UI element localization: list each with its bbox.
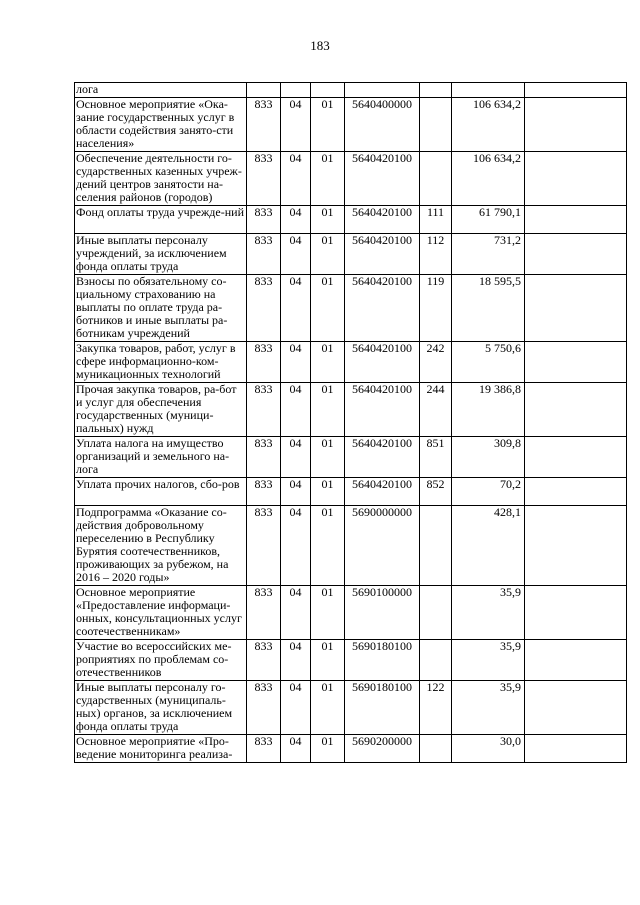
table-row (75, 506, 627, 586)
section-code: 04 (281, 234, 311, 275)
expense-type-code: 111 (420, 206, 452, 234)
chapter-code: 833 (247, 342, 281, 383)
section-code: 04 (281, 437, 311, 478)
empty-cell (525, 437, 627, 478)
table-row (75, 640, 627, 681)
empty-cell (525, 275, 627, 342)
chapter-code: 833 (247, 586, 281, 640)
target-article-code: 5640420100 (345, 383, 420, 437)
amount: 731,2 (452, 234, 525, 275)
amount: 19 386,8 (452, 383, 525, 437)
row-name: Фонд оплаты труда учрежде-ний (75, 206, 247, 234)
target-article-code: 5640420100 (345, 478, 420, 506)
subsection-code (311, 83, 345, 98)
section-code: 04 (281, 478, 311, 506)
amount: 35,9 (452, 640, 525, 681)
empty-cell (525, 478, 627, 506)
chapter-code: 833 (247, 275, 281, 342)
table-row (75, 735, 627, 763)
empty-cell (525, 342, 627, 383)
row-name: Закупка товаров, работ, услуг в сфере информационно-ком-муникационных технологий (75, 342, 247, 383)
subsection-code: 01 (311, 275, 345, 342)
table-row (75, 478, 627, 506)
empty-cell (525, 98, 627, 152)
target-article-code: 5640420100 (345, 275, 420, 342)
chapter-code: 833 (247, 735, 281, 763)
section-code: 04 (281, 506, 311, 586)
subsection-code: 01 (311, 478, 345, 506)
empty-cell (525, 735, 627, 763)
expense-type-code (420, 152, 452, 206)
amount (452, 83, 525, 98)
subsection-code: 01 (311, 437, 345, 478)
row-name: Участие во всероссийских ме-роприятиях по проблемам со-отечественников (75, 640, 247, 681)
expense-type-code (420, 506, 452, 586)
subsection-code: 01 (311, 640, 345, 681)
target-article-code: 5640420100 (345, 152, 420, 206)
target-article-code (345, 83, 420, 98)
target-article-code: 5690200000 (345, 735, 420, 763)
row-name: Подпрограмма «Оказание со-действия добровольному переселению в Республику Бурятия соотечественников, проживающих за рубежом, на 2016 – 2020 годы» (75, 506, 247, 586)
table-row (75, 98, 627, 152)
amount: 5 750,6 (452, 342, 525, 383)
empty-cell (525, 383, 627, 437)
table-row (75, 83, 627, 98)
empty-cell (525, 152, 627, 206)
table-row (75, 681, 627, 735)
expense-type-code: 119 (420, 275, 452, 342)
amount: 18 595,5 (452, 275, 525, 342)
row-name: Основное мероприятие «Про-ведение мониторинга реализа- (75, 735, 247, 763)
target-article-code: 5690100000 (345, 586, 420, 640)
section-code: 04 (281, 640, 311, 681)
section-code: 04 (281, 735, 311, 763)
expense-type-code (420, 98, 452, 152)
subsection-code: 01 (311, 206, 345, 234)
target-article-code: 5640420100 (345, 206, 420, 234)
chapter-code: 833 (247, 478, 281, 506)
subsection-code: 01 (311, 98, 345, 152)
row-name: Обеспечение деятельности го-сударственных казенных учреж-дений центров занятости на-селения районов (городов) (75, 152, 247, 206)
section-code (281, 83, 311, 98)
subsection-code: 01 (311, 586, 345, 640)
section-code: 04 (281, 586, 311, 640)
expense-type-code: 244 (420, 383, 452, 437)
table-row (75, 437, 627, 478)
amount: 309,8 (452, 437, 525, 478)
chapter-code: 833 (247, 234, 281, 275)
chapter-code: 833 (247, 383, 281, 437)
table-row (75, 383, 627, 437)
chapter-code: 833 (247, 98, 281, 152)
expense-type-code (420, 735, 452, 763)
row-name: Иные выплаты персоналу учреждений, за исключением фонда оплаты труда (75, 234, 247, 275)
empty-cell (525, 234, 627, 275)
expense-type-code: 851 (420, 437, 452, 478)
table-row (75, 206, 627, 234)
chapter-code: 833 (247, 640, 281, 681)
subsection-code: 01 (311, 383, 345, 437)
subsection-code: 01 (311, 681, 345, 735)
empty-cell (525, 206, 627, 234)
subsection-code: 01 (311, 735, 345, 763)
chapter-code: 833 (247, 506, 281, 586)
amount: 428,1 (452, 506, 525, 586)
target-article-code: 5690000000 (345, 506, 420, 586)
target-article-code: 5640420100 (345, 234, 420, 275)
expense-type-code: 122 (420, 681, 452, 735)
row-name: Иные выплаты персоналу го-сударственных (муниципаль-ных) органов, за исключением фонда оплаты труда (75, 681, 247, 735)
expense-type-code: 112 (420, 234, 452, 275)
chapter-code: 833 (247, 681, 281, 735)
table-row (75, 234, 627, 275)
section-code: 04 (281, 98, 311, 152)
amount: 61 790,1 (452, 206, 525, 234)
budget-table (74, 82, 627, 763)
amount: 35,9 (452, 586, 525, 640)
row-name: Основное мероприятие «Ока-зание государственных услуг в области содействия занято-сти населения» (75, 98, 247, 152)
table-body (75, 83, 627, 763)
target-article-code: 5690180100 (345, 640, 420, 681)
expense-type-code: 242 (420, 342, 452, 383)
section-code: 04 (281, 383, 311, 437)
page-number: 183 (310, 38, 330, 53)
empty-cell (525, 83, 627, 98)
table-row (75, 342, 627, 383)
subsection-code: 01 (311, 234, 345, 275)
expense-type-code (420, 640, 452, 681)
amount: 106 634,2 (452, 98, 525, 152)
table-row (75, 586, 627, 640)
subsection-code: 01 (311, 152, 345, 206)
row-name: лога (75, 83, 247, 98)
section-code: 04 (281, 152, 311, 206)
section-code: 04 (281, 342, 311, 383)
row-name: Основное мероприятие «Предоставление информаци-онных, консультационных услуг соотечественникам» (75, 586, 247, 640)
chapter-code: 833 (247, 206, 281, 234)
target-article-code: 5690180100 (345, 681, 420, 735)
amount: 35,9 (452, 681, 525, 735)
amount: 106 634,2 (452, 152, 525, 206)
subsection-code: 01 (311, 506, 345, 586)
row-name: Уплата прочих налогов, сбо-ров (75, 478, 247, 506)
subsection-code: 01 (311, 342, 345, 383)
section-code: 04 (281, 206, 311, 234)
target-article-code: 5640400000 (345, 98, 420, 152)
expense-type-code (420, 586, 452, 640)
expense-type-code (420, 83, 452, 98)
chapter-code (247, 83, 281, 98)
target-article-code: 5640420100 (345, 437, 420, 478)
row-name: Уплата налога на имущество организаций и земельного на-лога (75, 437, 247, 478)
row-name: Взносы по обязательному со-циальному страхованию на выплаты по оплате труда ра-ботников и иные выплаты ра-ботникам учреждений (75, 275, 247, 342)
section-code: 04 (281, 681, 311, 735)
empty-cell (525, 681, 627, 735)
chapter-code: 833 (247, 437, 281, 478)
section-code: 04 (281, 275, 311, 342)
table-row (75, 152, 627, 206)
target-article-code: 5640420100 (345, 342, 420, 383)
chapter-code: 833 (247, 152, 281, 206)
table-row (75, 275, 627, 342)
row-name: Прочая закупка товаров, ра-бот и услуг для обеспечения государственных (муници-пальных) нужд (75, 383, 247, 437)
expense-type-code: 852 (420, 478, 452, 506)
empty-cell (525, 640, 627, 681)
amount: 30,0 (452, 735, 525, 763)
amount: 70,2 (452, 478, 525, 506)
empty-cell (525, 506, 627, 586)
empty-cell (525, 586, 627, 640)
